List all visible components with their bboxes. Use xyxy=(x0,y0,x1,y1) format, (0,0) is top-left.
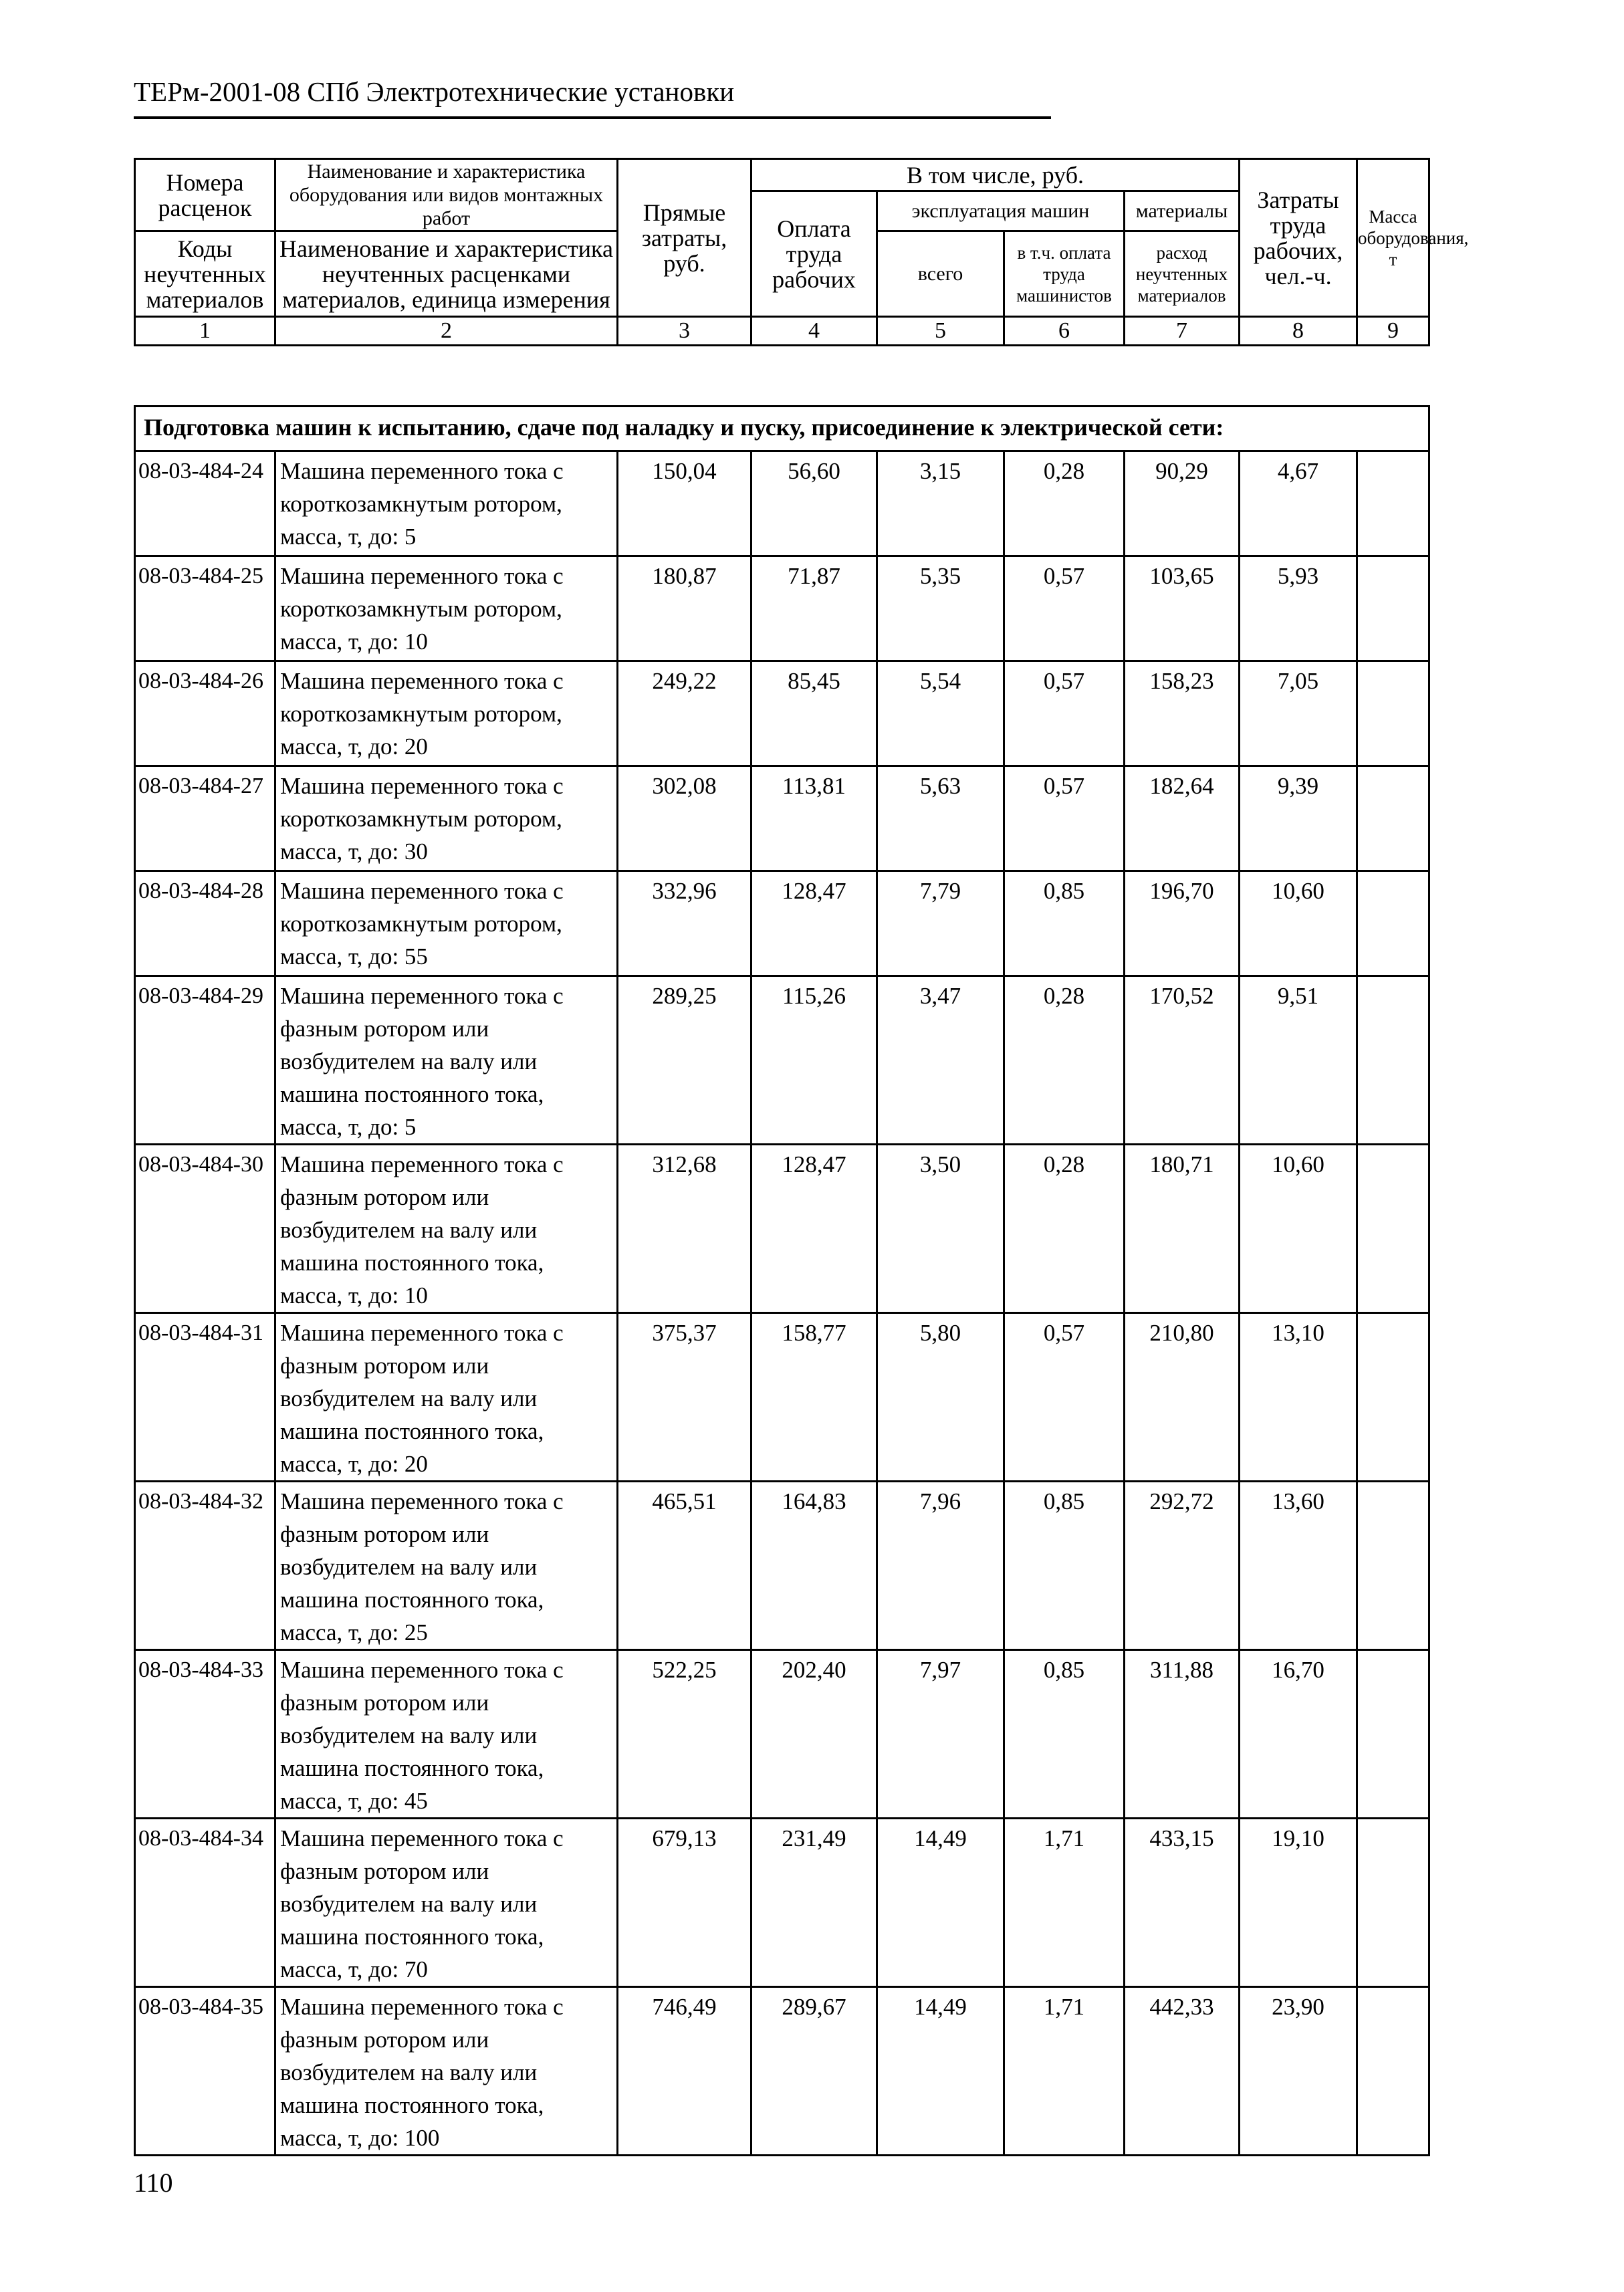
work-name-line: фазным ротором или xyxy=(280,1353,489,1379)
work-name-line: Машина переменного тока с xyxy=(280,1825,564,1851)
work-name-line: фазным ротором или xyxy=(280,1858,489,1884)
work-name-line: короткозамкнутым ротором, xyxy=(280,491,562,517)
work-name-line: Машина переменного тока с xyxy=(280,1657,564,1683)
table-row xyxy=(135,1819,1429,1987)
column-number: 6 xyxy=(1004,317,1125,346)
page-number: 110 xyxy=(134,2168,173,2198)
labor-pay-cell: 158,77 xyxy=(751,1313,877,1482)
work-name-line: машина постоянного тока, xyxy=(280,1924,544,1950)
labor-pay-cell: 56,60 xyxy=(751,451,877,556)
work-name-line: возбудителем на валу или xyxy=(280,2059,538,2085)
materials-cell: 158,23 xyxy=(1125,661,1240,766)
work-name-line: Машина переменного тока с xyxy=(280,1151,564,1177)
work-name-line: масса, т, до: 10 xyxy=(280,1282,428,1308)
machine-total-cell: 7,96 xyxy=(877,1482,1004,1650)
work-name-line: возбудителем на валу или xyxy=(280,1385,538,1411)
work-name-line: машина постоянного тока, xyxy=(280,1081,544,1107)
work-name xyxy=(275,1145,618,1313)
labor-hours-cell: 9,51 xyxy=(1240,976,1357,1145)
column-number: 7 xyxy=(1125,317,1240,346)
direct-costs-cell: 465,51 xyxy=(618,1482,751,1650)
machine-total-cell: 14,49 xyxy=(877,1819,1004,1987)
work-name-line: масса, т, до: 30 xyxy=(280,838,428,865)
column-number: 4 xyxy=(751,317,877,346)
rate-code: 08-03-484-32 xyxy=(135,1482,275,1650)
materials-cell: 210,80 xyxy=(1125,1313,1240,1482)
work-name xyxy=(275,661,618,766)
labor-hours-cell: 10,60 xyxy=(1240,871,1357,976)
equipment-mass-cell xyxy=(1357,1313,1429,1482)
labor-hours-cell: 5,93 xyxy=(1240,556,1357,661)
materials-cell: 182,64 xyxy=(1125,766,1240,871)
direct-costs-cell: 302,08 xyxy=(618,766,751,871)
work-name-line: Машина переменного тока с xyxy=(280,773,564,799)
table-row xyxy=(135,661,1429,766)
work-name-line: масса, т, до: 55 xyxy=(280,943,428,969)
work-name-line: машина постоянного тока, xyxy=(280,1418,544,1444)
equipment-mass-cell xyxy=(1357,556,1429,661)
rates-table xyxy=(134,405,1430,2156)
work-name xyxy=(275,556,618,661)
labor-pay-cell: 128,47 xyxy=(751,871,877,976)
labor-pay-cell: 71,87 xyxy=(751,556,877,661)
materials-cell: 170,52 xyxy=(1125,976,1240,1145)
header-unaccounted-materials: расход неучтенных материалов xyxy=(1125,231,1240,317)
header-material-codes: Коды неучтенных материалов xyxy=(135,231,275,317)
labor-hours-cell: 4,67 xyxy=(1240,451,1357,556)
rate-code: 08-03-484-30 xyxy=(135,1145,275,1313)
equipment-mass-cell xyxy=(1357,1650,1429,1819)
header-machinist-pay: в т.ч. оплата труда машинистов xyxy=(1004,231,1125,317)
work-name-line: фазным ротором или xyxy=(280,1690,489,1716)
machinist-pay-cell: 0,28 xyxy=(1004,451,1125,556)
machinist-pay-cell: 0,28 xyxy=(1004,976,1125,1145)
rate-code: 08-03-484-25 xyxy=(135,556,275,661)
labor-pay-cell: 289,67 xyxy=(751,1987,877,2156)
work-name-line: фазным ротором или xyxy=(280,1016,489,1042)
column-number: 8 xyxy=(1240,317,1357,346)
work-name-line: фазным ротором или xyxy=(280,1184,489,1210)
work-name-line: фазным ротором или xyxy=(280,2027,489,2053)
materials-cell: 103,65 xyxy=(1125,556,1240,661)
rate-code: 08-03-484-35 xyxy=(135,1987,275,2156)
direct-costs-cell: 180,87 xyxy=(618,556,751,661)
work-name-line: Машина переменного тока с xyxy=(280,1320,564,1346)
labor-pay-cell: 231,49 xyxy=(751,1819,877,1987)
machinist-pay-cell: 0,57 xyxy=(1004,556,1125,661)
labor-pay-cell: 164,83 xyxy=(751,1482,877,1650)
column-number: 1 xyxy=(135,317,275,346)
table-row xyxy=(135,451,1429,556)
machine-total-cell: 3,15 xyxy=(877,451,1004,556)
machine-total-cell: 5,35 xyxy=(877,556,1004,661)
materials-cell: 442,33 xyxy=(1125,1987,1240,2156)
table-row xyxy=(135,1145,1429,1313)
machine-total-cell: 5,63 xyxy=(877,766,1004,871)
work-name xyxy=(275,871,618,976)
work-name-line: короткозамкнутым ротором, xyxy=(280,596,562,622)
header-equipment-mass: Масса оборудования, т xyxy=(1357,159,1429,317)
equipment-mass-cell xyxy=(1357,661,1429,766)
work-name-line: Машина переменного тока с xyxy=(280,458,564,484)
equipment-mass-cell xyxy=(1357,1482,1429,1650)
table-row xyxy=(135,1987,1429,2156)
column-number: 9 xyxy=(1357,317,1429,346)
rate-code: 08-03-484-33 xyxy=(135,1650,275,1819)
machinist-pay-cell: 0,85 xyxy=(1004,1482,1125,1650)
column-number: 3 xyxy=(618,317,751,346)
machinist-pay-cell: 1,71 xyxy=(1004,1819,1125,1987)
work-name-line: возбудителем на валу или xyxy=(280,1048,538,1074)
work-name xyxy=(275,1650,618,1819)
equipment-mass-cell xyxy=(1357,1145,1429,1313)
direct-costs-cell: 679,13 xyxy=(618,1819,751,1987)
machinist-pay-cell: 0,57 xyxy=(1004,1313,1125,1482)
work-name-line: масса, т, до: 20 xyxy=(280,733,428,760)
table-row xyxy=(135,976,1429,1145)
work-name xyxy=(275,766,618,871)
direct-costs-cell: 249,22 xyxy=(618,661,751,766)
labor-pay-cell: 113,81 xyxy=(751,766,877,871)
work-name-line: масса, т, до: 70 xyxy=(280,1956,428,1982)
work-name-line: возбудителем на валу или xyxy=(280,1722,538,1748)
labor-hours-cell: 16,70 xyxy=(1240,1650,1357,1819)
header-work-name: Наименование и характеристика оборудования или видов монтажных работ xyxy=(275,159,618,231)
table-row xyxy=(135,766,1429,871)
labor-hours-cell: 9,39 xyxy=(1240,766,1357,871)
machine-total-cell: 14,49 xyxy=(877,1987,1004,2156)
header-machine-total: всего xyxy=(877,231,1004,317)
equipment-mass-cell xyxy=(1357,766,1429,871)
direct-costs-cell: 746,49 xyxy=(618,1987,751,2156)
page-header: ТЕРм-2001-08 СПб Электротехнические установки xyxy=(134,76,735,107)
direct-costs-cell: 375,37 xyxy=(618,1313,751,1482)
work-name-line: короткозамкнутым ротором, xyxy=(280,911,562,937)
rate-code: 08-03-484-26 xyxy=(135,661,275,766)
equipment-mass-cell xyxy=(1357,976,1429,1145)
equipment-mass-cell xyxy=(1357,871,1429,976)
machine-total-cell: 3,47 xyxy=(877,976,1004,1145)
work-name-line: возбудителем на валу или xyxy=(280,1217,538,1243)
work-name-line: возбудителем на валу или xyxy=(280,1891,538,1917)
equipment-mass-cell xyxy=(1357,1987,1429,2156)
header-labor-hours: Затраты труда рабочих, чел.-ч. xyxy=(1240,159,1357,317)
labor-hours-cell: 19,10 xyxy=(1240,1819,1357,1987)
rate-code: 08-03-484-28 xyxy=(135,871,275,976)
work-name-line: Машина переменного тока с xyxy=(280,1994,564,2020)
direct-costs-cell: 289,25 xyxy=(618,976,751,1145)
rate-code: 08-03-484-31 xyxy=(135,1313,275,1482)
table-row xyxy=(135,1650,1429,1819)
header-direct-costs: Прямые затраты, руб. xyxy=(618,159,751,317)
labor-hours-cell: 7,05 xyxy=(1240,661,1357,766)
table-row xyxy=(135,871,1429,976)
labor-hours-cell: 10,60 xyxy=(1240,1145,1357,1313)
header-labor-pay: Оплата труда рабочих xyxy=(751,191,877,317)
direct-costs-cell: 332,96 xyxy=(618,871,751,976)
labor-hours-cell: 23,90 xyxy=(1240,1987,1357,2156)
labor-hours-cell: 13,60 xyxy=(1240,1482,1357,1650)
work-name-line: Машина переменного тока с xyxy=(280,563,564,589)
table-row xyxy=(135,1313,1429,1482)
work-name-line: фазным ротором или xyxy=(280,1521,489,1547)
materials-cell: 196,70 xyxy=(1125,871,1240,976)
table-row xyxy=(135,1482,1429,1650)
work-name-line: Машина переменного тока с xyxy=(280,983,564,1009)
work-name-line: масса, т, до: 10 xyxy=(280,628,428,655)
work-name-line: масса, т, до: 25 xyxy=(280,1619,428,1645)
machinist-pay-cell: 0,57 xyxy=(1004,661,1125,766)
work-name xyxy=(275,451,618,556)
equipment-mass-cell xyxy=(1357,1819,1429,1987)
work-name-line: машина постоянного тока, xyxy=(280,2092,544,2118)
table-header xyxy=(134,158,1469,346)
header-rule xyxy=(134,116,1051,119)
work-name xyxy=(275,1987,618,2156)
machinist-pay-cell: 1,71 xyxy=(1004,1987,1125,2156)
labor-pay-cell: 115,26 xyxy=(751,976,877,1145)
work-name-line: Машина переменного тока с xyxy=(280,1488,564,1514)
machine-total-cell: 3,50 xyxy=(877,1145,1004,1313)
labor-pay-cell: 85,45 xyxy=(751,661,877,766)
machinist-pay-cell: 0,85 xyxy=(1004,1650,1125,1819)
machinist-pay-cell: 0,85 xyxy=(1004,871,1125,976)
materials-cell: 180,71 xyxy=(1125,1145,1240,1313)
work-name-line: машина постоянного тока, xyxy=(280,1587,544,1613)
work-name xyxy=(275,1482,618,1650)
work-name-line: масса, т, до: 20 xyxy=(280,1451,428,1477)
materials-cell: 311,88 xyxy=(1125,1650,1240,1819)
header-material-names: Наименование и характеристика неучтенных расценками материалов, единица измерения xyxy=(275,231,618,317)
machine-total-cell: 5,80 xyxy=(877,1313,1004,1482)
machine-total-cell: 7,79 xyxy=(877,871,1004,976)
rate-code: 08-03-484-27 xyxy=(135,766,275,871)
column-number: 5 xyxy=(877,317,1004,346)
equipment-mass-cell xyxy=(1357,451,1429,556)
work-name-line: короткозамкнутым ротором, xyxy=(280,806,562,832)
labor-hours-cell: 13,10 xyxy=(1240,1313,1357,1482)
work-name-line: машина постоянного тока, xyxy=(280,1755,544,1781)
work-name-line: возбудителем на валу или xyxy=(280,1554,538,1580)
rate-code: 08-03-484-34 xyxy=(135,1819,275,1987)
direct-costs-cell: 312,68 xyxy=(618,1145,751,1313)
header-including: В том числе, руб. xyxy=(751,159,1240,191)
materials-cell: 433,15 xyxy=(1125,1819,1240,1987)
work-name xyxy=(275,1313,618,1482)
labor-pay-cell: 128,47 xyxy=(751,1145,877,1313)
machine-total-cell: 5,54 xyxy=(877,661,1004,766)
materials-cell: 292,72 xyxy=(1125,1482,1240,1650)
section-title: Подготовка машин к испытанию, сдаче под наладку и пуску, присоединение к электрической сети: xyxy=(135,407,1429,451)
work-name xyxy=(275,1819,618,1987)
machine-total-cell: 7,97 xyxy=(877,1650,1004,1819)
work-name-line: Машина переменного тока с xyxy=(280,878,564,904)
work-name-line: масса, т, до: 5 xyxy=(280,1114,417,1140)
rate-code: 08-03-484-29 xyxy=(135,976,275,1145)
work-name-line: Машина переменного тока с xyxy=(280,668,564,694)
header-machine-operation: эксплуатация машин xyxy=(877,191,1125,231)
machinist-pay-cell: 0,28 xyxy=(1004,1145,1125,1313)
machinist-pay-cell: 0,57 xyxy=(1004,766,1125,871)
work-name-line: масса, т, до: 45 xyxy=(280,1788,428,1814)
column-number: 2 xyxy=(275,317,618,346)
work-name-line: масса, т, до: 100 xyxy=(280,2125,440,2151)
header-materials: материалы xyxy=(1125,191,1240,231)
header-codes: Номера расценок xyxy=(135,159,275,231)
work-name-line: масса, т, до: 5 xyxy=(280,524,417,550)
labor-pay-cell: 202,40 xyxy=(751,1650,877,1819)
rate-code: 08-03-484-24 xyxy=(135,451,275,556)
materials-cell: 90,29 xyxy=(1125,451,1240,556)
work-name-line: короткозамкнутым ротором, xyxy=(280,701,562,727)
work-name-line: машина постоянного тока, xyxy=(280,1250,544,1276)
table-row xyxy=(135,556,1429,661)
direct-costs-cell: 522,25 xyxy=(618,1650,751,1819)
direct-costs-cell: 150,04 xyxy=(618,451,751,556)
work-name xyxy=(275,976,618,1145)
